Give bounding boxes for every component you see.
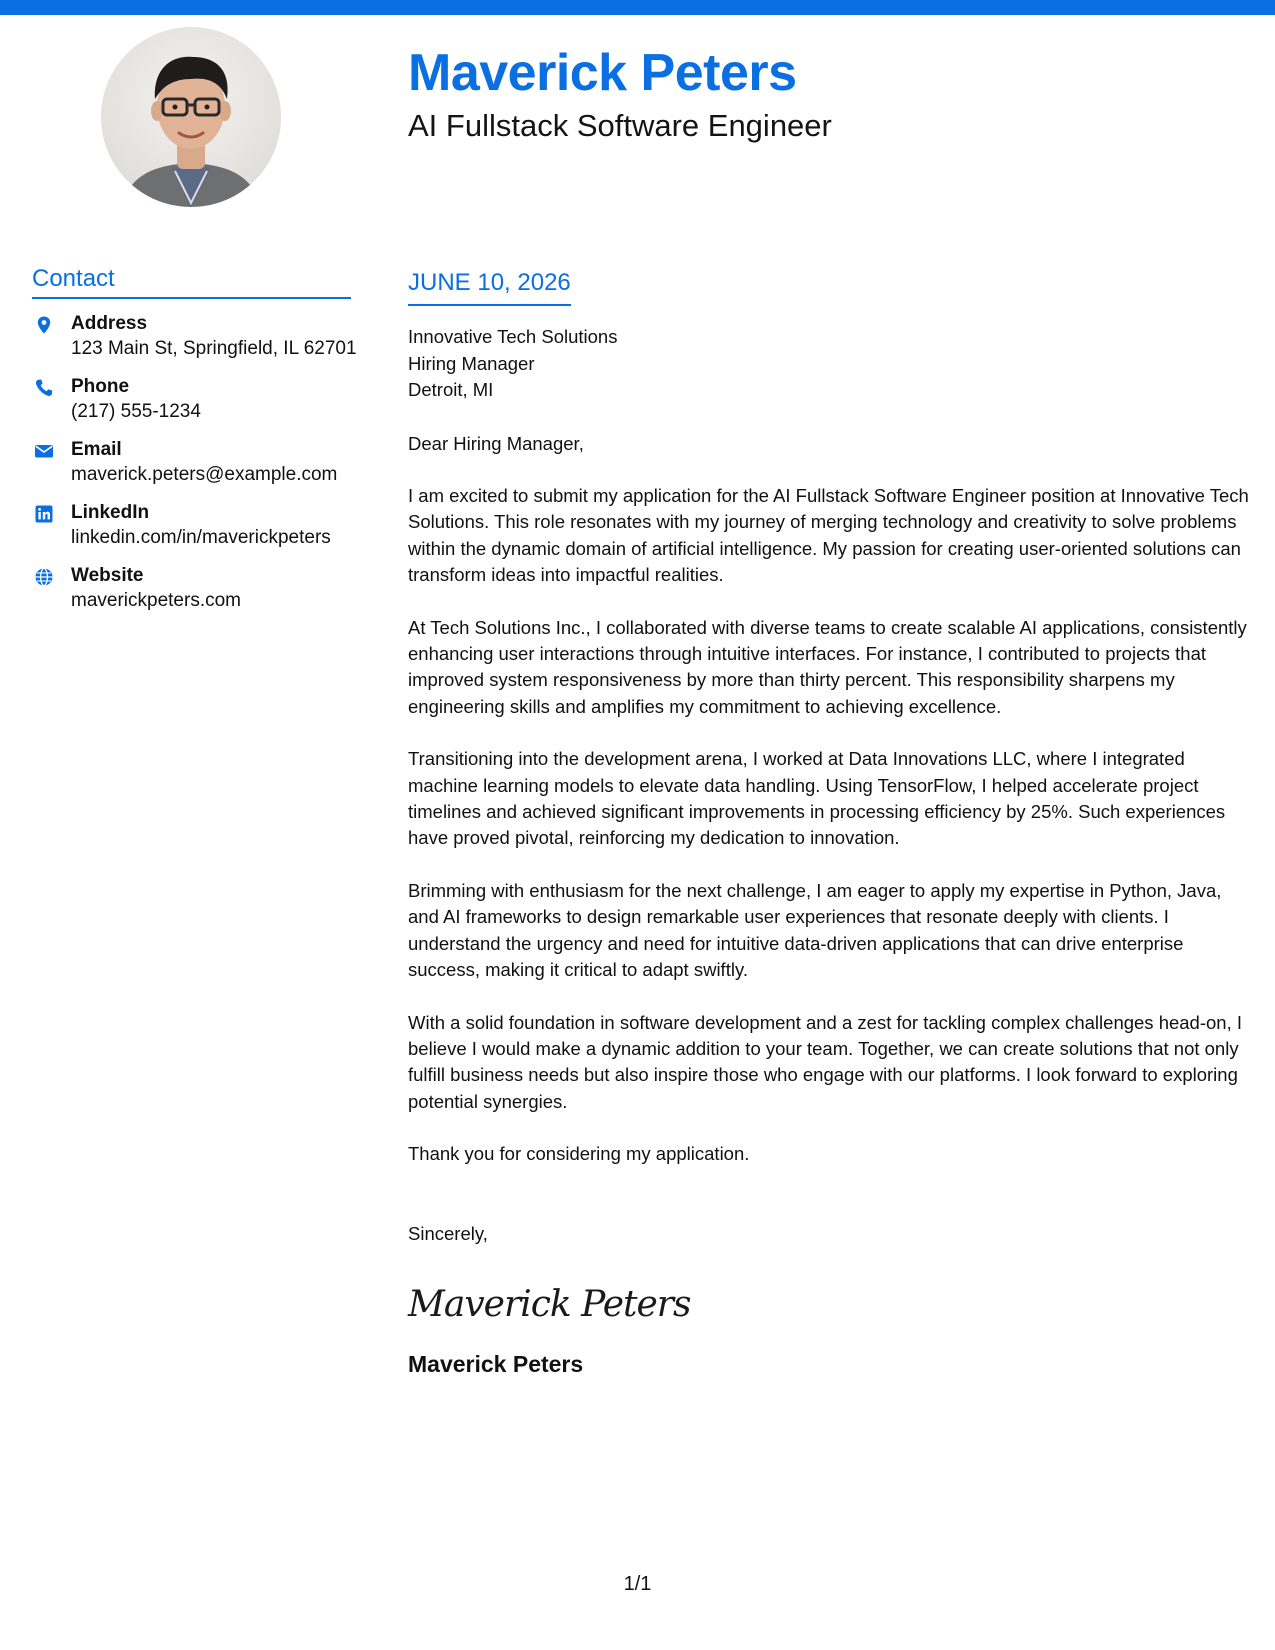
paragraph: Brimming with enthusiasm for the next challenge, I am eager to apply my expertise in Python, Java, and AI frameworks to design remarkable user experiences that resonate deeply with clients. I understand the urgency and need for intuitive data-driven applications that can drive enterprise success, making it critical to adapt swiftly.	[408, 879, 1222, 981]
profile-photo	[101, 27, 281, 207]
contact-item-phone	[32, 375, 351, 438]
signer-name: Maverick Peters	[408, 1351, 584, 1378]
email-value: maverick.peters@example.com	[71, 464, 338, 485]
letter-body	[408, 266, 1253, 1379]
signature: Maverick Peters	[408, 1284, 691, 1326]
contact-label: Phone	[71, 376, 130, 397]
phone-icon	[34, 378, 54, 398]
linkedin-icon	[34, 504, 54, 524]
salutation: Dear Hiring Manager,	[408, 432, 584, 454]
contact-item-website	[32, 564, 351, 627]
paragraph: I am excited to submit my application for the AI Fullstack Software Engineer position at Innovative Tech Solutions. This role resonates with my journey of merging technology and creativity to solve problems within the dynamic domain of artificial intelligence. My passion for creating user-oriented solutions can transform ideas into impactful realities.	[408, 485, 1249, 586]
phone-value: (217) 555-1234	[71, 401, 201, 422]
contact-item-linkedin	[32, 501, 351, 564]
contact-item-email	[32, 438, 351, 501]
linkedin-value: linkedin.com/in/maverickpeters	[71, 527, 331, 548]
recipient-location: Detroit, MI	[408, 379, 494, 400]
page-number: 1/1	[623, 1573, 652, 1595]
website-value: maverickpeters.com	[71, 590, 241, 611]
contact-heading: Contact	[32, 262, 351, 299]
job-title: AI Fullstack Software Engineer	[408, 108, 832, 143]
contact-label: Email	[71, 439, 122, 460]
paragraph: Thank you for considering my application.	[408, 1143, 750, 1165]
contact-item-address	[32, 312, 357, 375]
recipient-role: Hiring Manager	[408, 352, 535, 374]
contact-label: Website	[71, 565, 144, 586]
candidate-name: Maverick Peters	[408, 44, 797, 102]
address-value: 123 Main St, Springfield, IL 62701	[71, 338, 357, 359]
paragraph: With a solid foundation in software development and a zest for tackling complex challenges head-on, I believe I would make a dynamic addition to your team. Together, we can create solutions that not only fulfill business needs but also inspire those who engage with our platforms. I look forward to exploring potential synergies.	[408, 1011, 1243, 1112]
envelope-icon	[34, 441, 54, 461]
map-pin-icon	[34, 315, 54, 335]
top-accent-bar	[0, 0, 1275, 15]
header	[408, 38, 1228, 144]
recipient-block	[408, 324, 1253, 404]
date-block	[408, 266, 571, 306]
letter-date: JUNE 10, 2026	[408, 269, 571, 296]
contact-label: LinkedIn	[71, 502, 150, 523]
contact-sidebar	[32, 262, 357, 627]
recipient-company: Innovative Tech Solutions	[408, 326, 618, 347]
contact-label: Address	[71, 313, 148, 334]
closing: Sincerely,	[408, 1222, 488, 1244]
paragraph: At Tech Solutions Inc., I collaborated with diverse teams to create scalable AI applications, consistently enhancing user interactions through intuitive interfaces. For instance, I contributed to projects that improved system responsiveness by more than thirty percent. This responsibility sharpens my engineering skills and amplifies my commitment to achieving excellence.	[408, 616, 1247, 717]
contact-list	[32, 312, 357, 627]
paragraph: Transitioning into the development arena, I worked at Data Innovations LLC, where I integrated machine learning models to elevate data handling. Using TensorFlow, I helped accelerate project timelines and achieved significant improvements in processing efficiency by 25%. Such experiences have proved pivotal, reinforcing my dedication to innovation.	[408, 748, 1226, 849]
globe-icon	[34, 567, 54, 587]
